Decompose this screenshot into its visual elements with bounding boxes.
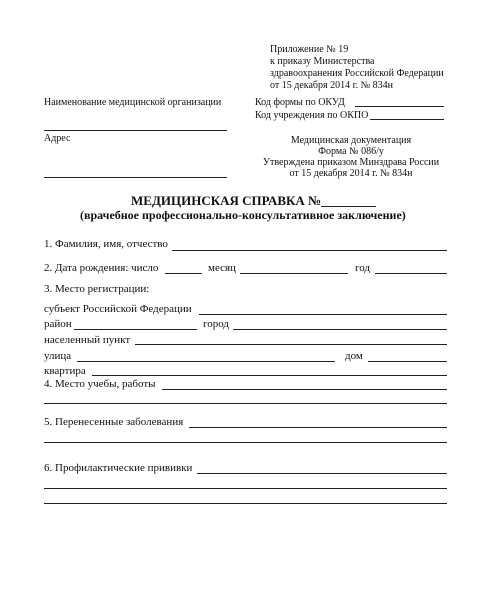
- study-work-label: 4. Место учебы, работы: [44, 378, 156, 390]
- subject-line[interactable]: [199, 314, 447, 315]
- certificate-number-line[interactable]: [321, 206, 376, 207]
- full-name-line[interactable]: [172, 250, 447, 251]
- house-label: дом: [345, 350, 363, 362]
- vaccinations-line-2[interactable]: [44, 488, 447, 489]
- org-name-label: Наименование медицинской организации: [44, 97, 222, 108]
- street-line[interactable]: [77, 361, 335, 362]
- diseases-label: 5. Перенесенные заболевания: [44, 416, 184, 428]
- house-line[interactable]: [368, 361, 447, 362]
- settlement-label: населенный пункт: [44, 334, 131, 346]
- apartment-line[interactable]: [92, 375, 447, 376]
- document-subtitle: (врачебное профессионально-консультативное заключение): [80, 208, 406, 222]
- birth-year-line[interactable]: [375, 273, 447, 274]
- doc-line-3: Утверждена приказом Минздрава России: [262, 157, 440, 168]
- vaccinations-line-3[interactable]: [44, 503, 447, 504]
- settlement-line[interactable]: [135, 344, 447, 345]
- city-line[interactable]: [233, 329, 447, 330]
- registration-label: 3. Место регистрации:: [44, 283, 150, 295]
- okud-line[interactable]: [355, 106, 444, 107]
- vaccinations-label: 6. Профилактические прививки: [44, 462, 193, 474]
- okpo-line[interactable]: [370, 119, 444, 120]
- okud-label: Код формы по ОКУД: [255, 97, 345, 108]
- diseases-line-2[interactable]: [44, 442, 447, 443]
- year-label: год: [355, 262, 371, 274]
- month-label: месяц: [208, 262, 236, 274]
- subject-label: субъект Российской Федерации: [44, 303, 192, 315]
- doc-line-2: Форма № 086/у: [318, 146, 384, 157]
- appendix-line-4: от 15 декабря 2014 г. № 834н: [270, 80, 393, 91]
- address-line[interactable]: [44, 177, 227, 178]
- study-work-line-1[interactable]: [162, 389, 447, 390]
- birth-month-line[interactable]: [240, 273, 348, 274]
- apartment-label: квартира: [44, 365, 86, 377]
- org-name-line[interactable]: [44, 130, 227, 131]
- study-work-line-2[interactable]: [44, 403, 447, 404]
- full-name-label: 1. Фамилия, имя, отчество: [44, 238, 168, 250]
- birth-day-line[interactable]: [165, 273, 202, 274]
- district-label: район: [44, 318, 72, 330]
- diseases-line-1[interactable]: [189, 427, 447, 428]
- doc-line-4: от 15 декабря 2014 г. № 834н: [289, 168, 413, 179]
- appendix-line-3: здравоохранения Российской Федерации: [270, 68, 444, 79]
- address-label: Адрес: [44, 133, 71, 144]
- appendix-line-1: Приложение № 19: [270, 44, 349, 55]
- district-line[interactable]: [74, 329, 197, 330]
- street-label: улица: [44, 350, 72, 362]
- city-label: город: [203, 318, 230, 330]
- doc-line-1: Медицинская документация: [290, 135, 412, 146]
- appendix-line-2: к приказу Министерства: [270, 56, 375, 67]
- document-title: МЕДИЦИНСКАЯ СПРАВКА №: [131, 193, 322, 208]
- okpo-label: Код учреждения по ОКПО: [255, 110, 369, 121]
- birth-date-label: 2. Дата рождения: число: [44, 262, 159, 274]
- vaccinations-line-1[interactable]: [197, 473, 447, 474]
